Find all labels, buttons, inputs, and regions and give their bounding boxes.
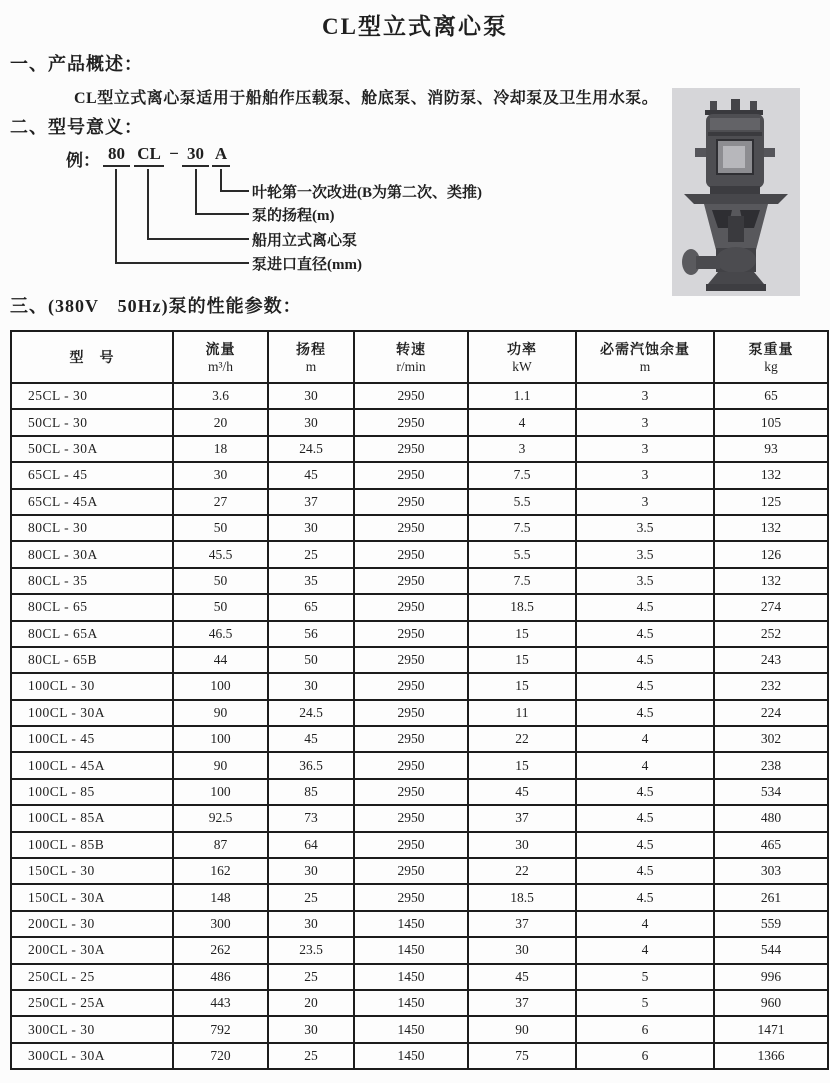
value-cell: 262	[173, 937, 268, 963]
model-segment-series: CL	[134, 144, 164, 167]
value-cell: 2950	[354, 858, 468, 884]
value-cell: 105	[714, 409, 828, 435]
model-cell: 50CL - 30	[11, 409, 173, 435]
value-cell: 25	[268, 1043, 354, 1069]
table-row	[11, 1016, 828, 1042]
value-cell: 37	[468, 990, 576, 1016]
table-row	[11, 805, 828, 831]
value-cell: 22	[468, 726, 576, 752]
value-cell: 50	[173, 515, 268, 541]
value-cell: 3	[576, 489, 714, 515]
leader-line-inlet-diameter	[115, 169, 249, 264]
model-cell: 300CL - 30	[11, 1016, 173, 1042]
value-cell: 30	[268, 858, 354, 884]
value-cell: 5.5	[468, 489, 576, 515]
value-cell: 1450	[354, 1043, 468, 1069]
value-cell: 224	[714, 700, 828, 726]
value-cell: 85	[268, 779, 354, 805]
model-cell: 100CL - 30	[11, 673, 173, 699]
table-row	[11, 594, 828, 620]
column-header-5: 必需汽蚀余量 m	[576, 331, 714, 383]
model-segment-head: 30	[182, 144, 209, 167]
value-cell: 3	[468, 436, 576, 462]
section-heading-performance: 三、(380V 50Hz)泵的性能参数：	[10, 296, 302, 316]
value-cell: 4	[576, 752, 714, 778]
value-cell: 45	[468, 779, 576, 805]
value-cell: 1450	[354, 964, 468, 990]
table-header-row	[11, 331, 828, 383]
value-cell: 238	[714, 752, 828, 778]
value-cell: 2950	[354, 383, 468, 409]
table-row	[11, 911, 828, 937]
value-cell: 443	[173, 990, 268, 1016]
value-cell: 232	[714, 673, 828, 699]
overview-paragraph: CL型立式离心泵适用于船舶作压载泵、舱底泵、消防泵、冷却泵及卫生用水泵。	[74, 90, 659, 107]
value-cell: 1.1	[468, 383, 576, 409]
label-marine-vertical-pump: 船用立式离心泵	[252, 233, 358, 249]
value-cell: 243	[714, 647, 828, 673]
model-cell: 25CL - 30	[11, 383, 173, 409]
value-cell: 486	[173, 964, 268, 990]
value-cell: 1471	[714, 1016, 828, 1042]
value-cell: 4.5	[576, 779, 714, 805]
value-cell: 92.5	[173, 805, 268, 831]
label-pump-head: 泵的扬程(m)	[252, 208, 335, 224]
value-cell: 2950	[354, 726, 468, 752]
value-cell: 93	[714, 436, 828, 462]
model-cell: 250CL - 25	[11, 964, 173, 990]
value-cell: 2950	[354, 541, 468, 567]
value-cell: 24.5	[268, 436, 354, 462]
value-cell: 2950	[354, 568, 468, 594]
performance-table	[10, 330, 829, 1070]
value-cell: 132	[714, 462, 828, 488]
value-cell: 37	[468, 911, 576, 937]
value-cell: 126	[714, 541, 828, 567]
model-cell: 200CL - 30A	[11, 937, 173, 963]
model-cell: 80CL - 65B	[11, 647, 173, 673]
value-cell: 2950	[354, 673, 468, 699]
table-row	[11, 621, 828, 647]
value-cell: 2950	[354, 489, 468, 515]
table-row	[11, 673, 828, 699]
value-cell: 75	[468, 1043, 576, 1069]
value-cell: 90	[468, 1016, 576, 1042]
table-row	[11, 990, 828, 1016]
value-cell: 45	[268, 726, 354, 752]
pump-photo	[672, 88, 800, 296]
value-cell: 4	[576, 726, 714, 752]
value-cell: 45.5	[173, 541, 268, 567]
model-cell: 150CL - 30A	[11, 884, 173, 910]
value-cell: 6	[576, 1016, 714, 1042]
value-cell: 18.5	[468, 884, 576, 910]
model-cell: 100CL - 45A	[11, 752, 173, 778]
value-cell: 25	[268, 541, 354, 567]
value-cell: 44	[173, 647, 268, 673]
value-cell: 544	[714, 937, 828, 963]
value-cell: 534	[714, 779, 828, 805]
table-row	[11, 436, 828, 462]
value-cell: 132	[714, 568, 828, 594]
value-cell: 4.5	[576, 832, 714, 858]
table-row	[11, 1043, 828, 1069]
value-cell: 148	[173, 884, 268, 910]
model-cell: 250CL - 25A	[11, 990, 173, 1016]
value-cell: 45	[268, 462, 354, 488]
value-cell: 2950	[354, 832, 468, 858]
value-cell: 23.5	[268, 937, 354, 963]
table-row	[11, 726, 828, 752]
value-cell: 18.5	[468, 594, 576, 620]
value-cell: 303	[714, 858, 828, 884]
model-cell: 80CL - 35	[11, 568, 173, 594]
value-cell: 30	[173, 462, 268, 488]
value-cell: 25	[268, 964, 354, 990]
value-cell: 2950	[354, 436, 468, 462]
model-example-prefix: 例：	[66, 151, 100, 170]
model-cell: 50CL - 30A	[11, 436, 173, 462]
value-cell: 4.5	[576, 884, 714, 910]
model-cell: 100CL - 30A	[11, 700, 173, 726]
value-cell: 15	[468, 621, 576, 647]
model-cell: 65CL - 45A	[11, 489, 173, 515]
model-segment-impeller-rev: A	[212, 144, 230, 167]
value-cell: 480	[714, 805, 828, 831]
value-cell: 30	[268, 409, 354, 435]
value-cell: 45	[468, 964, 576, 990]
model-segment-inlet-diameter: 80	[103, 144, 130, 167]
value-cell: 2950	[354, 621, 468, 647]
model-cell: 65CL - 45	[11, 462, 173, 488]
table-row	[11, 409, 828, 435]
table-row	[11, 568, 828, 594]
value-cell: 46.5	[173, 621, 268, 647]
label-inlet-diameter: 泵进口直径(mm)	[252, 257, 362, 273]
value-cell: 30	[268, 1016, 354, 1042]
table-row	[11, 515, 828, 541]
model-cell: 150CL - 30	[11, 858, 173, 884]
value-cell: 35	[268, 568, 354, 594]
value-cell: 2950	[354, 515, 468, 541]
value-cell: 50	[173, 594, 268, 620]
value-cell: 559	[714, 911, 828, 937]
section-heading-model-meaning: 二、型号意义：	[10, 117, 143, 137]
page-title: CL型立式离心泵	[322, 14, 508, 39]
value-cell: 30	[468, 832, 576, 858]
value-cell: 2950	[354, 700, 468, 726]
value-cell: 792	[173, 1016, 268, 1042]
value-cell: 3	[576, 383, 714, 409]
value-cell: 6	[576, 1043, 714, 1069]
model-cell: 80CL - 30	[11, 515, 173, 541]
model-cell: 100CL - 85B	[11, 832, 173, 858]
value-cell: 720	[173, 1043, 268, 1069]
value-cell: 90	[173, 700, 268, 726]
value-cell: 5	[576, 990, 714, 1016]
value-cell: 90	[173, 752, 268, 778]
table-row	[11, 541, 828, 567]
value-cell: 2950	[354, 594, 468, 620]
table-row	[11, 779, 828, 805]
value-cell: 30	[268, 515, 354, 541]
value-cell: 100	[173, 673, 268, 699]
value-cell: 30	[268, 383, 354, 409]
value-cell: 65	[714, 383, 828, 409]
value-cell: 252	[714, 621, 828, 647]
value-cell: 4	[576, 937, 714, 963]
value-cell: 2950	[354, 462, 468, 488]
value-cell: 18	[173, 436, 268, 462]
value-cell: 996	[714, 964, 828, 990]
value-cell: 24.5	[268, 700, 354, 726]
table-row	[11, 752, 828, 778]
column-header-4: 功率 kW	[468, 331, 576, 383]
section-heading-overview: 一、产品概述：	[10, 54, 143, 74]
model-segment-dash: −	[169, 144, 179, 163]
value-cell: 5	[576, 964, 714, 990]
model-cell: 80CL - 30A	[11, 541, 173, 567]
value-cell: 65	[268, 594, 354, 620]
value-cell: 7.5	[468, 568, 576, 594]
table-row	[11, 937, 828, 963]
value-cell: 11	[468, 700, 576, 726]
value-cell: 50	[173, 568, 268, 594]
value-cell: 20	[268, 990, 354, 1016]
value-cell: 22	[468, 858, 576, 884]
table-row	[11, 489, 828, 515]
value-cell: 3.5	[576, 515, 714, 541]
value-cell: 73	[268, 805, 354, 831]
value-cell: 4.5	[576, 621, 714, 647]
column-header-3: 转速 r/min	[354, 331, 468, 383]
model-cell: 80CL - 65	[11, 594, 173, 620]
value-cell: 37	[268, 489, 354, 515]
value-cell: 7.5	[468, 462, 576, 488]
column-header-2: 扬程 m	[268, 331, 354, 383]
table-row	[11, 832, 828, 858]
value-cell: 3.5	[576, 568, 714, 594]
value-cell: 56	[268, 621, 354, 647]
model-cell: 100CL - 85	[11, 779, 173, 805]
value-cell: 4	[576, 911, 714, 937]
value-cell: 4	[468, 409, 576, 435]
value-cell: 4.5	[576, 805, 714, 831]
pump-illustration	[672, 88, 800, 296]
value-cell: 1450	[354, 911, 468, 937]
table-row	[11, 647, 828, 673]
value-cell: 302	[714, 726, 828, 752]
model-cell: 80CL - 65A	[11, 621, 173, 647]
value-cell: 30	[268, 911, 354, 937]
value-cell: 64	[268, 832, 354, 858]
column-header-1: 流量 m³/h	[173, 331, 268, 383]
value-cell: 274	[714, 594, 828, 620]
table-row	[11, 700, 828, 726]
value-cell: 4.5	[576, 858, 714, 884]
value-cell: 300	[173, 911, 268, 937]
value-cell: 3.6	[173, 383, 268, 409]
table-row	[11, 964, 828, 990]
value-cell: 132	[714, 515, 828, 541]
value-cell: 2950	[354, 779, 468, 805]
table-row	[11, 884, 828, 910]
value-cell: 30	[268, 673, 354, 699]
value-cell: 2950	[354, 805, 468, 831]
value-cell: 3.5	[576, 541, 714, 567]
value-cell: 7.5	[468, 515, 576, 541]
column-header-0: 型 号	[11, 331, 173, 383]
value-cell: 4.5	[576, 673, 714, 699]
value-cell: 1450	[354, 1016, 468, 1042]
value-cell: 15	[468, 647, 576, 673]
value-cell: 37	[468, 805, 576, 831]
value-cell: 1450	[354, 937, 468, 963]
value-cell: 87	[173, 832, 268, 858]
label-impeller-revision: 叶轮第一次改进(B为第二次、类推)	[252, 185, 482, 201]
value-cell: 15	[468, 752, 576, 778]
table-row	[11, 462, 828, 488]
model-cell: 100CL - 85A	[11, 805, 173, 831]
value-cell: 27	[173, 489, 268, 515]
model-cell: 200CL - 30	[11, 911, 173, 937]
value-cell: 50	[268, 647, 354, 673]
value-cell: 25	[268, 884, 354, 910]
model-cell: 300CL - 30A	[11, 1043, 173, 1069]
value-cell: 1450	[354, 990, 468, 1016]
value-cell: 5.5	[468, 541, 576, 567]
value-cell: 36.5	[268, 752, 354, 778]
value-cell: 2950	[354, 409, 468, 435]
value-cell: 2950	[354, 884, 468, 910]
value-cell: 2950	[354, 647, 468, 673]
value-cell: 261	[714, 884, 828, 910]
value-cell: 15	[468, 673, 576, 699]
column-header-6: 泵重量 kg	[714, 331, 828, 383]
value-cell: 3	[576, 436, 714, 462]
value-cell: 100	[173, 726, 268, 752]
table-row	[11, 858, 828, 884]
value-cell: 4.5	[576, 647, 714, 673]
value-cell: 1366	[714, 1043, 828, 1069]
value-cell: 100	[173, 779, 268, 805]
value-cell: 30	[468, 937, 576, 963]
value-cell: 3	[576, 409, 714, 435]
value-cell: 3	[576, 462, 714, 488]
value-cell: 162	[173, 858, 268, 884]
value-cell: 4.5	[576, 700, 714, 726]
model-cell: 100CL - 45	[11, 726, 173, 752]
table-row	[11, 383, 828, 409]
value-cell: 2950	[354, 752, 468, 778]
value-cell: 4.5	[576, 594, 714, 620]
value-cell: 465	[714, 832, 828, 858]
value-cell: 20	[173, 409, 268, 435]
value-cell: 125	[714, 489, 828, 515]
value-cell: 960	[714, 990, 828, 1016]
